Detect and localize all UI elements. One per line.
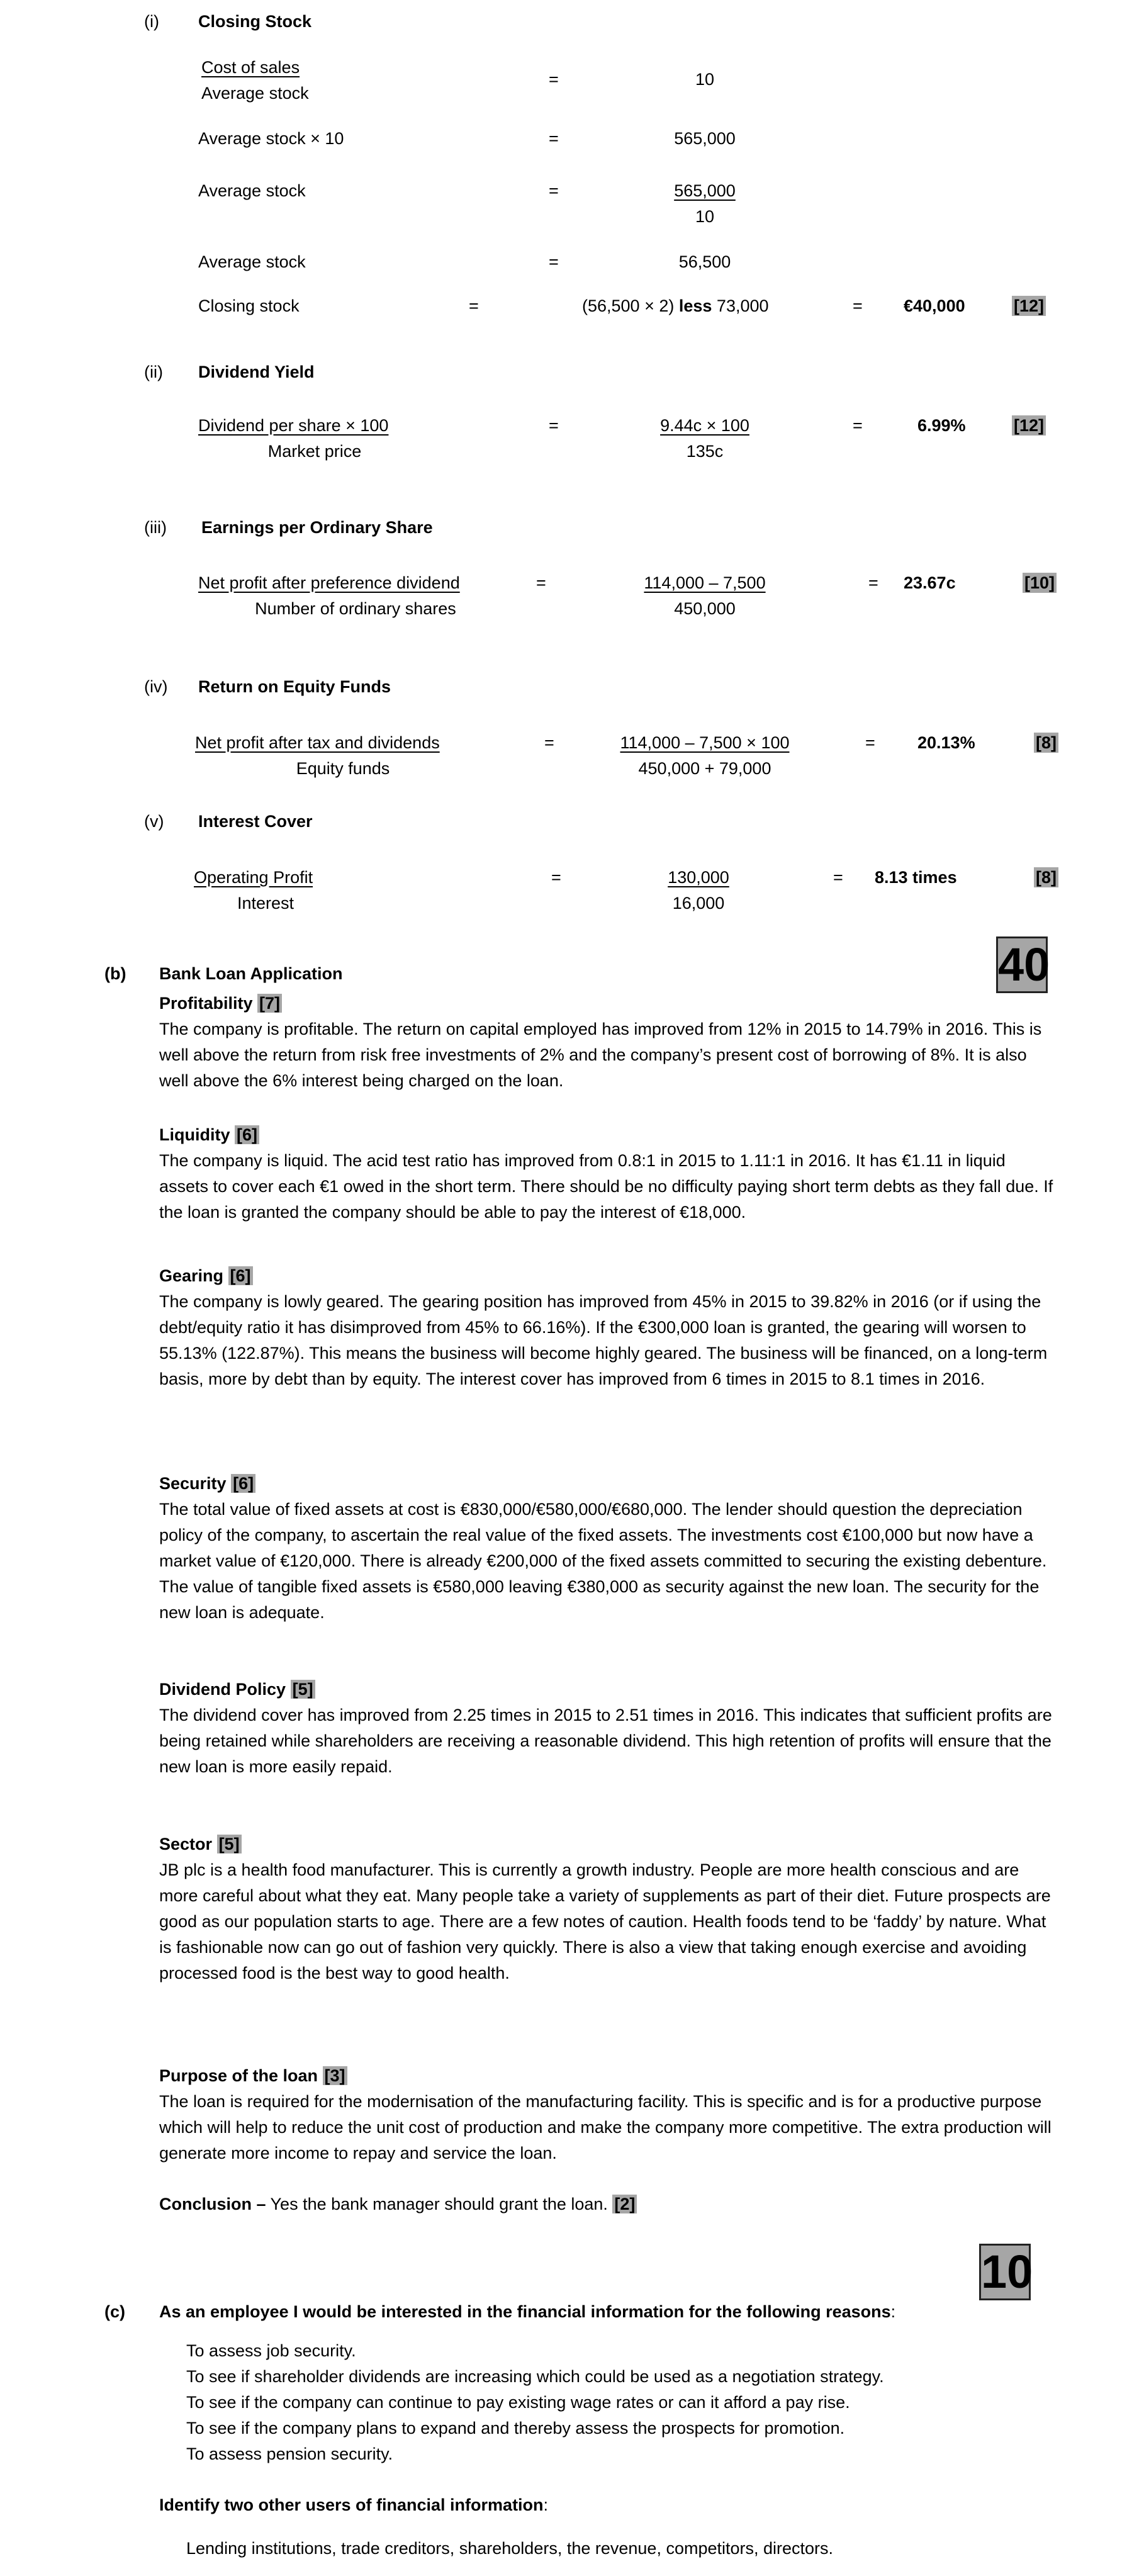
mark-badge: [6] — [228, 1266, 253, 1285]
section-security — [159, 1471, 1059, 1626]
mark-badge: [2] — [612, 2195, 637, 2213]
value: 56,500 — [678, 252, 731, 271]
formula-numerator: Operating Profit — [194, 868, 313, 887]
mark-badge: [5] — [291, 1680, 315, 1699]
formula-denominator: Average stock — [201, 84, 309, 103]
calc-numerator: 130,000 — [668, 868, 729, 887]
calc-numerator: 114,000 – 7,500 × 100 — [620, 733, 790, 752]
formula-denominator: Number of ordinary shares — [255, 599, 456, 618]
section-profitability — [159, 991, 1059, 1094]
calc-numerator: 114,000 – 7,500 — [644, 573, 766, 592]
formula-lhs: Closing stock — [198, 296, 300, 315]
equals-sign: = — [549, 416, 559, 435]
formula-lhs: Average stock — [198, 252, 306, 271]
section-text: The loan is required for the modernisation of the manufacturing facility. This is specific and is for a productive purpose which will help to reduce the unit cost of production and make the company more competitive. The extra production will generate more income to repay and service the loan. — [159, 2092, 1051, 2163]
section-title: Closing Stock — [198, 12, 312, 31]
section-heading: Sector — [159, 1835, 213, 1853]
result: 8.13 times — [875, 868, 957, 887]
mark-badge: [8] — [1034, 733, 1058, 753]
section-heading: Dividend Policy — [159, 1680, 286, 1699]
equals-sign: = — [865, 733, 875, 752]
item-number: (iv) — [144, 677, 168, 696]
section-title: Earnings per Ordinary Share — [201, 518, 433, 537]
equals-sign: = — [549, 70, 559, 89]
mark-badge: [8] — [1034, 867, 1058, 887]
equals-sign: = — [469, 296, 479, 315]
section-text: JB plc is a health food manufacturer. This is currently a growth industry. People are more health conscious and are more careful about what they eat. Many people take a variety of supplements as part of their diet. Future prospects are good as our population starts to age. There are a few notes of caution. Health foods tend to be ‘faddy’ by nature. What is fashionable now can go out of fashion very quickly. There is also a view that taking enough exercise and avoiding processed food is the best way to good health. — [159, 1860, 1051, 1983]
calc-denominator: 10 — [695, 207, 715, 226]
equals-sign: = — [549, 252, 559, 271]
equals-sign: = — [549, 181, 559, 200]
value: 565,000 — [674, 129, 736, 148]
part-title: Bank Loan Application — [159, 964, 343, 983]
mark-badge: [10] — [1023, 573, 1057, 593]
calc-denominator: 450,000 — [674, 599, 736, 618]
conclusion-text: Yes the bank manager should grant the loan. — [266, 2195, 613, 2213]
calc-numerator: 565,000 — [674, 181, 736, 200]
part-label: (c) — [104, 2302, 125, 2321]
section-heading: Profitability — [159, 994, 253, 1013]
equals-sign: = — [853, 296, 863, 315]
item-number: (ii) — [144, 363, 163, 381]
users-title: Identify two other users of financial information: — [159, 2495, 549, 2514]
calc-denominator: 135c — [686, 442, 724, 461]
equals-sign: = — [536, 573, 546, 592]
list-item: To see if shareholder dividends are increasing which could be used as a negotiation strategy. — [186, 2367, 884, 2386]
calc-denominator: 450,000 + 79,000 — [638, 759, 771, 778]
mark-badge: [6] — [231, 1474, 255, 1493]
equals-sign: = — [853, 416, 863, 435]
section-text: The company is lowly geared. The gearing position has improved from 45% in 2015 to 39.82% in 2016 (or if using the debt/equity ratio it has disimproved from 45% to 66.16%). If the €300,000 loan is granted, the gearing will worsen to 55.13% (122.87%). This means the business will become highly geared. The business will be financed, on a long-term basis, more by debt than by equity. The interest cover has improved from 6 times in 2015 to 8.1 times in 2016. — [159, 1292, 1048, 1388]
list-item: To assess job security. — [186, 2341, 356, 2360]
formula-numerator: Net profit after tax and dividends — [195, 733, 440, 752]
mark-badge: [3] — [323, 2066, 347, 2085]
mark-badge: [5] — [217, 1835, 242, 1853]
mark-badge: [6] — [235, 1125, 259, 1144]
list-item: To see if the company can continue to pay existing wage rates or can it afford a pay rise. — [186, 2393, 850, 2412]
section-heading: Purpose of the loan — [159, 2066, 318, 2085]
calc-numerator: 9.44c × 100 — [660, 416, 749, 435]
item-number: (i) — [144, 12, 159, 31]
section-dividend-policy — [159, 1677, 1059, 1780]
equals-sign: = — [544, 733, 554, 752]
item-number: (iii) — [144, 518, 167, 537]
total-marks-box: 10 — [979, 2244, 1031, 2300]
equals-sign: = — [868, 573, 878, 592]
conclusion — [159, 2191, 1059, 2217]
section-liquidity — [159, 1122, 1059, 1225]
value: 10 — [695, 70, 715, 89]
section-sector — [159, 1831, 1059, 1986]
list-item: To see if the company plans to expand and thereby assess the prospects for promotion. — [186, 2419, 845, 2438]
section-heading: Security — [159, 1474, 227, 1493]
part-label: (b) — [104, 964, 126, 983]
formula-numerator: Dividend per share × 100 — [198, 416, 389, 435]
users-text: Lending institutions, trade creditors, shareholders, the revenue, competitors, directors. — [186, 2539, 834, 2558]
item-number: (v) — [144, 812, 164, 831]
section-text: The total value of fixed assets at cost is €830,000/€580,000/€680,000. The lender should question the depreciation policy of the company, to ascertain the real value of the fixed assets. The investments cost €100,000 but now have a market value of €120,000. There is already €200,000 of the fixed assets committed to securing the existing debenture. The value of tangible fixed assets is €580,000 leaving €380,000 as security against the new loan. The security for the new loan is adequate. — [159, 1500, 1047, 1622]
result: 6.99% — [917, 416, 966, 435]
formula-denominator: Equity funds — [296, 759, 390, 778]
section-purpose — [159, 2063, 1059, 2166]
formula-lhs: Average stock × 10 — [198, 129, 344, 148]
section-text: The dividend cover has improved from 2.25 times in 2015 to 2.51 times in 2016. This indicates that sufficient profits are being retained while shareholders are receiving a reasonable dividend. This high retention of profits will ensure that the new loan is more easily repaid. — [159, 1706, 1052, 1776]
formula-denominator: Interest — [237, 894, 294, 913]
section-text: The company is profitable. The return on capital employed has improved from 12% in 2015 to 14.79% in 2016. This is well above the return from risk free investments of 2% and the company’s present cost of borrowing of 8%. It is also well above the 6% interest being charged on the loan. — [159, 1020, 1042, 1090]
formula-denominator: Market price — [267, 442, 362, 461]
mark-badge: [7] — [257, 994, 282, 1013]
formula-lhs: Average stock — [198, 181, 306, 200]
calculation: (56,500 × 2) less 73,000 — [582, 296, 769, 315]
equals-sign: = — [551, 868, 561, 887]
result: €40,000 — [904, 296, 965, 315]
part-title: As an employee I would be interested in the financial information for the following reasons: — [159, 2302, 896, 2321]
formula-numerator: Net profit after preference dividend — [198, 573, 460, 592]
section-text: The company is liquid. The acid test ratio has improved from 0.8:1 in 2015 to 1.11:1 in 2016. It has €1.11 in liquid assets to cover each €1 owed in the short term. There should be no difficulty paying short term debts as they fall due. If the loan is granted the company should be able to pay the interest of €18,000. — [159, 1151, 1053, 1222]
list-item: To assess pension security. — [186, 2444, 393, 2463]
mark-badge: [12] — [1012, 415, 1046, 436]
section-title: Interest Cover — [198, 812, 313, 831]
section-title: Dividend Yield — [198, 363, 315, 381]
section-title: Return on Equity Funds — [198, 677, 391, 696]
section-gearing — [159, 1263, 1059, 1392]
equals-sign: = — [549, 129, 559, 148]
section-heading: Liquidity — [159, 1125, 230, 1144]
calc-denominator: 16,000 — [672, 894, 725, 913]
total-marks-box: 40 — [996, 936, 1048, 993]
mark-badge: [12] — [1012, 296, 1046, 316]
result: 20.13% — [917, 733, 975, 752]
section-heading: Gearing — [159, 1266, 224, 1285]
result: 23.67c — [904, 573, 956, 592]
conclusion-heading: Conclusion – — [159, 2195, 266, 2213]
equals-sign: = — [833, 868, 843, 887]
formula-numerator: Cost of sales — [201, 58, 300, 77]
